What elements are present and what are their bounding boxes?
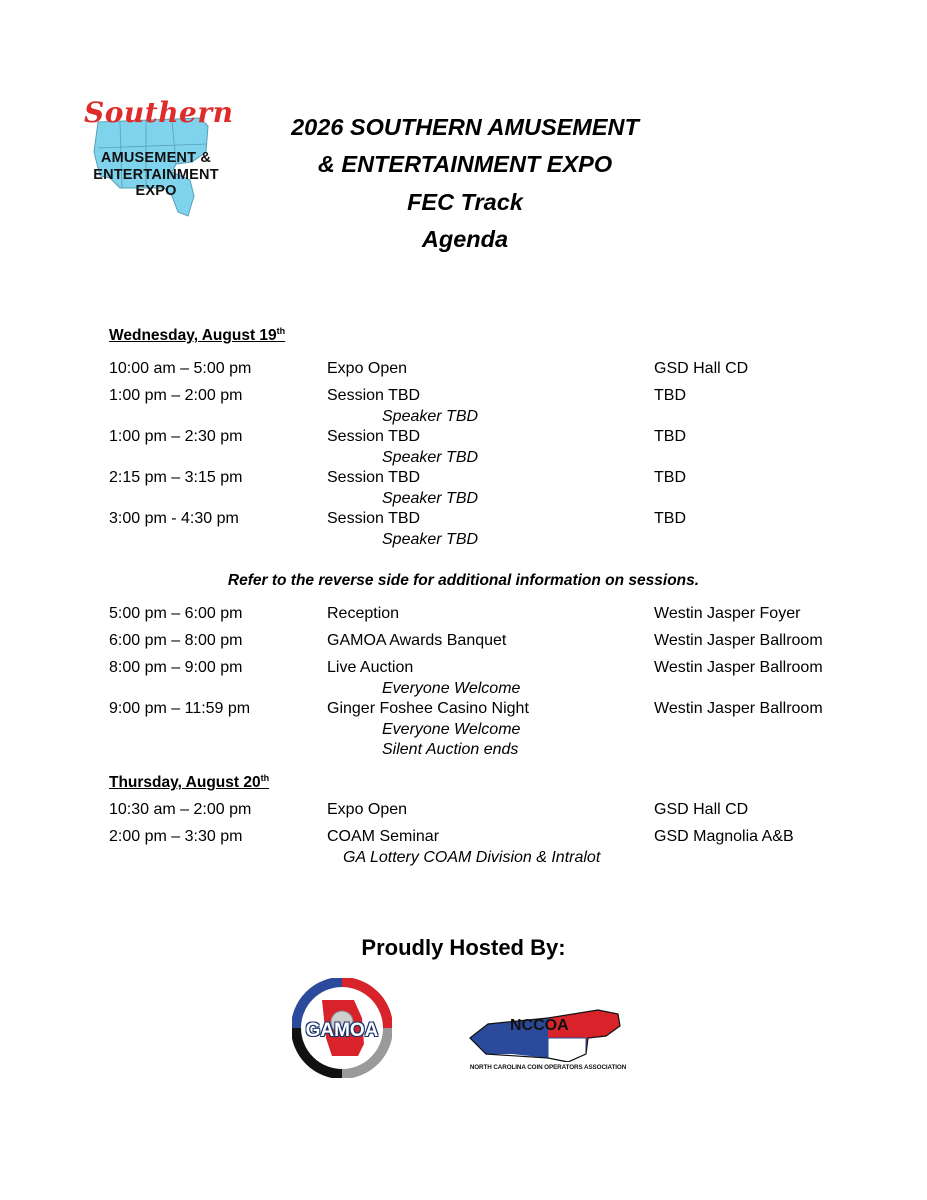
page-title-line-2: & ENTERTAINMENT EXPO <box>317 151 613 177</box>
row-subnote: GA Lottery COAM Division & Intralot <box>343 849 601 866</box>
row-speaker: Speaker TBD <box>382 449 479 466</box>
gamoa-name: GAMOA <box>305 1020 379 1041</box>
day-heading-text: Wednesday, August 19 <box>109 327 277 345</box>
row-time: 10:30 am – 2:00 pm <box>109 801 252 818</box>
row-location: TBD <box>654 387 686 404</box>
row-event: Reception <box>327 605 400 622</box>
row-time: 9:00 pm – 11:59 pm <box>109 700 251 717</box>
hosted-by-heading: Proudly Hosted By: <box>361 935 566 960</box>
logo-line-1: AMUSEMENT & <box>100 150 212 166</box>
day-heading-text: Thursday, August 20 <box>109 774 261 792</box>
day-heading-suffix: th <box>260 773 270 783</box>
row-location: Westin Jasper Ballroom <box>654 659 823 676</box>
page-title-line-3: FEC Track <box>407 189 523 215</box>
day-heading-wednesday <box>109 326 285 345</box>
row-event: Expo Open <box>327 801 408 818</box>
row-location: Westin Jasper Ballroom <box>654 700 823 717</box>
nccoa-caption: NORTH CAROLINA COIN OPERATORS ASSOCIATION <box>469 1064 627 1071</box>
row-location: Westin Jasper Foyer <box>654 605 801 622</box>
gamoa-logo <box>292 978 392 1078</box>
row-time: 1:00 pm – 2:00 pm <box>109 387 243 404</box>
row-event: Session TBD <box>327 387 421 404</box>
row-time: 5:00 pm – 6:00 pm <box>109 605 243 622</box>
row-time: 2:15 pm – 3:15 pm <box>109 469 243 486</box>
row-speaker: Speaker TBD <box>382 408 479 425</box>
row-subnote: Everyone Welcome <box>382 680 521 697</box>
row-time: 6:00 pm – 8:00 pm <box>109 632 243 649</box>
logo-line-3: EXPO <box>135 183 177 199</box>
logo-line-2: ENTERTAINMENT <box>93 167 219 183</box>
row-event: COAM Seminar <box>327 828 440 845</box>
row-subnote: Everyone Welcome <box>382 721 521 738</box>
row-time: 3:00 pm - 4:30 pm <box>109 510 239 527</box>
row-time: 10:00 am – 5:00 pm <box>109 360 252 377</box>
row-location: GSD Magnolia A&B <box>654 828 794 845</box>
row-speaker: Speaker TBD <box>382 531 479 548</box>
nccoa-name: NCCOA <box>510 1017 569 1034</box>
logo-script-word: Southern <box>84 96 234 129</box>
row-event: Ginger Foshee Casino Night <box>327 700 529 717</box>
expo-logo <box>80 92 232 220</box>
row-location: GSD Hall CD <box>654 360 749 377</box>
sessions-note: Refer to the reverse side for additional information on sessions. <box>227 572 700 589</box>
row-location: TBD <box>654 428 686 445</box>
row-speaker: Speaker TBD <box>382 490 479 507</box>
day-heading-suffix: th <box>276 326 286 336</box>
row-time: 1:00 pm – 2:30 pm <box>109 428 243 445</box>
row-event: GAMOA Awards Banquet <box>327 632 507 649</box>
page-title-line-1: 2026 SOUTHERN AMUSEMENT <box>291 114 639 140</box>
row-event: Expo Open <box>327 360 408 377</box>
row-location: Westin Jasper Ballroom <box>654 632 823 649</box>
page-title-line-4: Agenda <box>421 226 509 252</box>
row-event: Session TBD <box>327 428 421 445</box>
row-event: Session TBD <box>327 469 421 486</box>
row-event: Session TBD <box>327 510 421 527</box>
row-time: 8:00 pm – 9:00 pm <box>109 659 243 676</box>
row-time: 2:00 pm – 3:30 pm <box>109 828 243 845</box>
row-event: Live Auction <box>327 659 414 676</box>
row-subnote: Silent Auction ends <box>382 741 519 758</box>
row-location: TBD <box>654 469 686 486</box>
nccoa-logo <box>468 1004 628 1074</box>
row-location: TBD <box>654 510 686 527</box>
day-heading-thursday <box>109 773 269 792</box>
row-location: GSD Hall CD <box>654 801 749 818</box>
